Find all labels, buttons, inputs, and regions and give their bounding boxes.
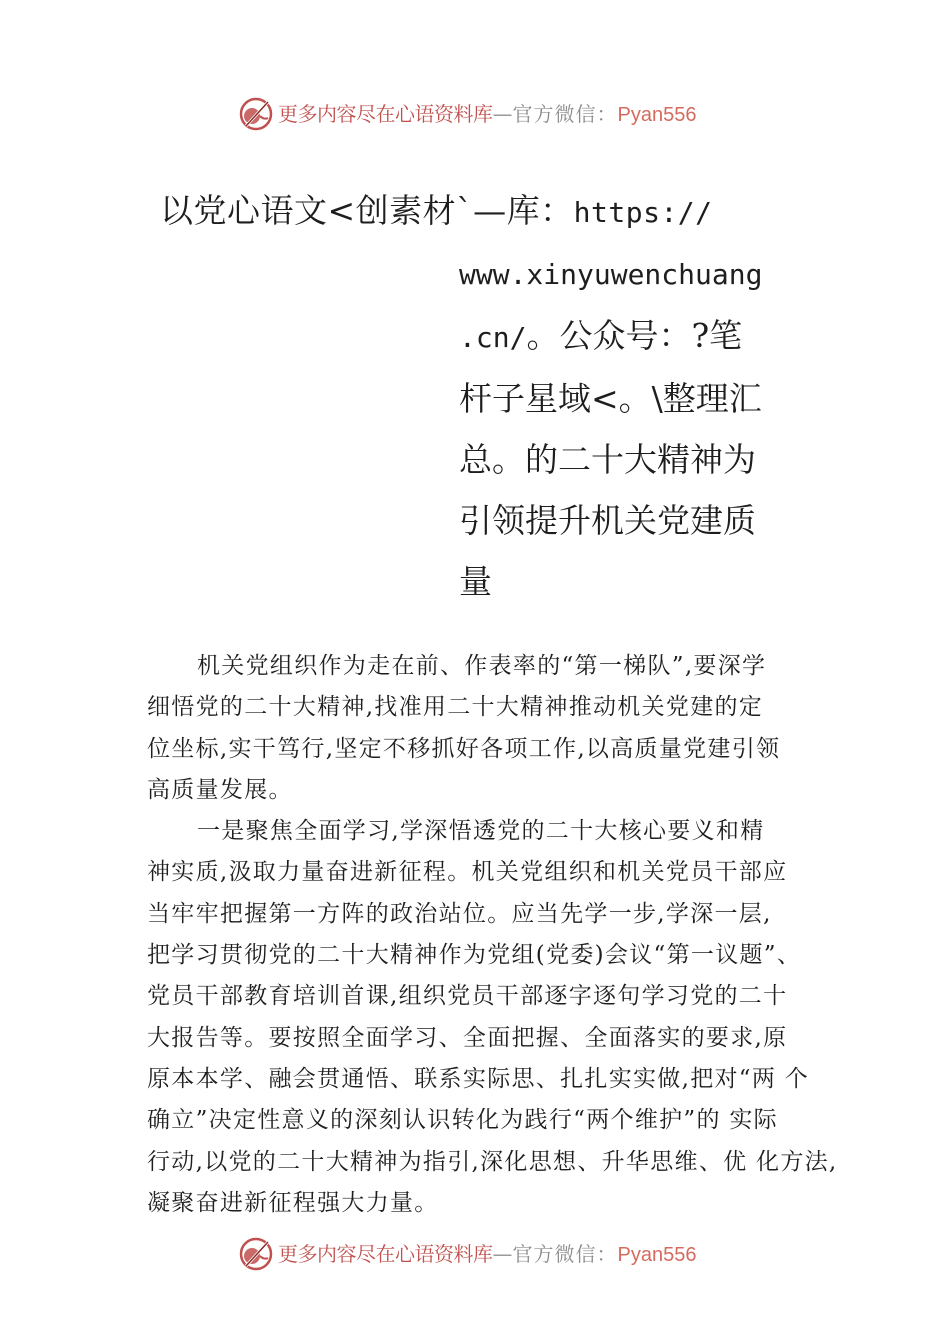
banner-wechat-label: 官方微信： (512, 1242, 618, 1266)
body-line: 行动,以党的二十大精神为指引,深化思想、升华思维、优 化方法, (147, 1148, 838, 1175)
banner-promo-text: 更多内容尽在心语资料库 (278, 102, 493, 126)
body-line: 高质量发展。 (147, 776, 293, 803)
body-line: 一是聚焦全面学习,学深悟透党的二十大核心要义和精 (197, 818, 765, 845)
body-text (147, 646, 838, 1224)
title-line-6: 引领提升机关党建质 (459, 501, 756, 540)
title-line-1 (160, 186, 713, 238)
banner-text (278, 1240, 696, 1269)
title-line-7: 量 (459, 562, 492, 601)
body-line: 党员干部教育培训首课,组织党员干部逐字逐句学习党的二十 (147, 983, 788, 1010)
title-line-5: 总。的二十大精神为 (459, 440, 756, 479)
title-line-4: 杆子星域<。\整理汇 (459, 379, 762, 418)
banner-wechat-label: 官方微信： (512, 102, 618, 126)
body-line: 把学习贯彻党的二十大精神作为党组(党委)会议“第一议题”、 (147, 942, 802, 969)
body-line: 原本本学、融会贯通悟、联系实际思、扎扎实实做,把对“两 个 (147, 1065, 810, 1092)
pen-logo-icon (238, 96, 274, 132)
banner-dash: — (492, 102, 513, 126)
title-line-3-text: 。公众号：?笔 (526, 316, 743, 355)
body-line: 神实质,汲取力量奋进新征程。机关党组织和机关党员干部应 (147, 859, 788, 886)
banner-promo-text: 更多内容尽在心语资料库 (278, 1242, 493, 1266)
title-line-2: www.xinyuwenchuang (459, 258, 763, 291)
header-banner (0, 94, 950, 134)
banner-text (278, 100, 696, 129)
body-line: 细悟党的二十大精神,找准用二十大精神推动机关党建的定 (147, 694, 764, 721)
body-line: 位坐标,实干笃行,坚定不移抓好各项工作,以高质量党建引领 (147, 735, 781, 762)
title-line-3-url: .cn/ (459, 321, 527, 354)
title-line-3 (459, 305, 789, 368)
title-url-part: https:// (573, 196, 713, 229)
pen-logo-icon (238, 1236, 274, 1272)
body-line: 确立”决定性意义的深刻认识转化为践行“两个维护”的 实际 (147, 1107, 778, 1134)
body-line: 大报告等。要按照全面学习、全面把握、全面落实的要求,原 (147, 1024, 788, 1051)
banner-wechat-id: Pyan556 (617, 1244, 697, 1266)
footer-banner (0, 1234, 950, 1274)
body-line: 当牢牢把握第一方阵的政治站位。应当先学一步,学深一层, (147, 900, 772, 927)
banner-dash: — (492, 1242, 513, 1266)
banner-wechat-id: Pyan556 (617, 104, 697, 126)
body-line: 机关党组织作为走在前、作表率的“第一梯队”,要深学 (197, 653, 767, 679)
title-line-1-text: 以党心语文<创素材`—库： (160, 191, 574, 230)
title-block (459, 244, 789, 612)
body-line: 凝聚奋进新征程强大力量。 (147, 1189, 439, 1216)
